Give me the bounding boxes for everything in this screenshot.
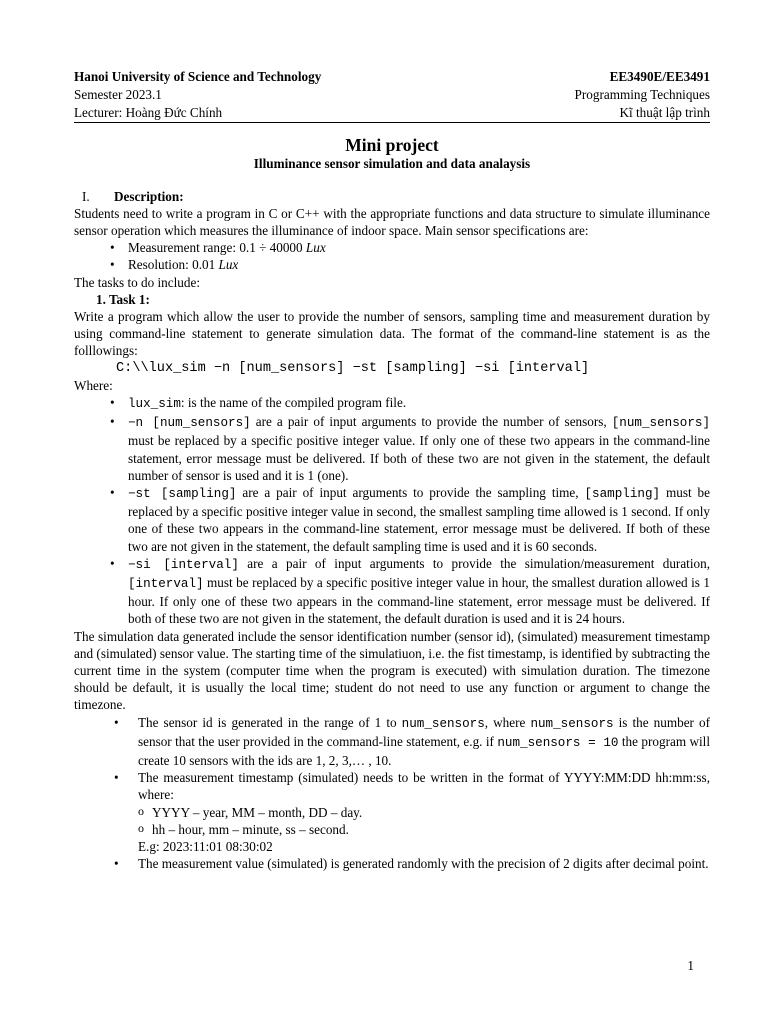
format-item-time: o hh – hour, mm – minute, ss – second. bbox=[138, 821, 710, 838]
data-spec-list bbox=[74, 714, 710, 873]
document-page bbox=[74, 68, 710, 872]
arg-item-program: • lux_sim: is the name of the compiled program file. bbox=[74, 394, 710, 413]
course-name: Programming Techniques bbox=[574, 86, 710, 102]
page-number: 1 bbox=[687, 958, 694, 973]
data-item-sensor-id: • The sensor id is generated in the range of 1 to num_sensors, where num_sensors is the number of sensor that the user provided in the command-line statement, e.g. if num_sensors = 10 the program will create 10 sensors with the ids are 1, 2, 3,… , 10. bbox=[74, 714, 710, 770]
spec-list bbox=[74, 239, 710, 273]
task-intro-paragraph: Write a program which allow the user to provide the number of sensors, sampling time and measurement duration by using command-line statement to generate simulation data. The format of the command-line statement is as the folllowings: bbox=[74, 308, 710, 359]
university-name: Hanoi University of Science and Technology bbox=[74, 69, 322, 84]
command-line: C:\\lux_sim −n [num_sensors] −st [sampling] −si [interval] bbox=[116, 360, 590, 376]
document-title: Mini project bbox=[345, 134, 439, 155]
semester: Semester 2023.1 bbox=[74, 86, 162, 102]
section-title: Description: bbox=[114, 188, 184, 204]
header-row-1 bbox=[74, 68, 710, 86]
tasks-intro: The tasks to do include: bbox=[74, 274, 200, 290]
document-subtitle: Illuminance sensor simulation and data analaysis bbox=[253, 155, 531, 171]
section-heading bbox=[74, 188, 710, 205]
header-row-2 bbox=[74, 86, 710, 104]
arg-item-sampling: • −st [sampling] are a pair of input arguments to provide the sampling time, [sampling] must be replaced by a specific positive integer value in second, the smallest sampling time allowed is 1 second. If only one of these two appears in the command-line statement, error message must be delivered. If both of these two are not given in the statement, the default sampling time is used and it is 60 seconds. bbox=[74, 484, 710, 555]
timestamp-format-list bbox=[138, 804, 710, 838]
spec-item-resolution: • Resolution: 0.01 Lux bbox=[74, 256, 710, 273]
where-label: Where: bbox=[74, 377, 113, 393]
timestamp-example: E.g: 2023:11:01 08:30:02 bbox=[138, 839, 273, 855]
section-number: I. bbox=[82, 188, 90, 204]
data-item-value: • The measurement value (simulated) is generated randomly with the precision of 2 digits after decimal point. bbox=[74, 855, 710, 872]
header-row-3 bbox=[74, 104, 710, 123]
lecturer: Lecturer: Hoàng Đức Chính bbox=[74, 105, 223, 120]
course-name-vi: Kĩ thuật lập trình bbox=[619, 105, 710, 120]
data-item-timestamp: • The measurement timestamp (simulated) needs to be written in the format of YYYY:MM:DD hh:mm:ss, where: o YYYY – year, MM – month, DD – day. o hh – hour, mm – minute, ss – second. E.g: 2023:11:01 08:30:02 bbox=[74, 769, 710, 855]
description-paragraph: Students need to write a program in C or C++ with the appropriate functions and data structure to simulate illuminance sensor operation which measures the illuminance of indoor space. Main sensor specifications are: bbox=[74, 205, 710, 238]
arg-item-num-sensors: • −n [num_sensors] are a pair of input arguments to provide the number of sensors, [num_sensors] must be replaced by a specific positive integer value. If only one of these two appears in the command-line statement, error message must be delivered. If both of these two are not given in the statement, the default number of sensor is used and it is 1 (one). bbox=[74, 413, 710, 484]
simulation-data-paragraph: The simulation data generated include the sensor identification number (sensor id), (simulated) measurement timestamp and (simulated) sensor value. The starting time of the simulatiuon, i.e. the fist timestamp, is identified by subtracting the current time in the system (computer time when the program is executed) with simulation duration. The timezone should be default, it is usually the local time; student do not need to use any function or argument to change the timezone. bbox=[74, 628, 710, 713]
task-heading: 1. Task 1: bbox=[96, 291, 150, 307]
format-item-date: o YYYY – year, MM – month, DD – day. bbox=[138, 804, 710, 821]
argument-list bbox=[74, 394, 710, 628]
arg-item-interval: • −si [interval] are a pair of input arguments to provide the simulation/measurement duration, [interval] must be replaced by a specific positive integer value in hour, the smallest duration allowed is 1 hour. If only one of these two appears in the command-line statement, error message must be delivered. If both of these two are not given in the statement, the default duration is used and it is 24 hours. bbox=[74, 555, 710, 628]
course-code: EE3490E/EE3491 bbox=[609, 69, 710, 84]
spec-item-range: • Measurement range: 0.1 ÷ 40000 Lux bbox=[74, 239, 710, 256]
